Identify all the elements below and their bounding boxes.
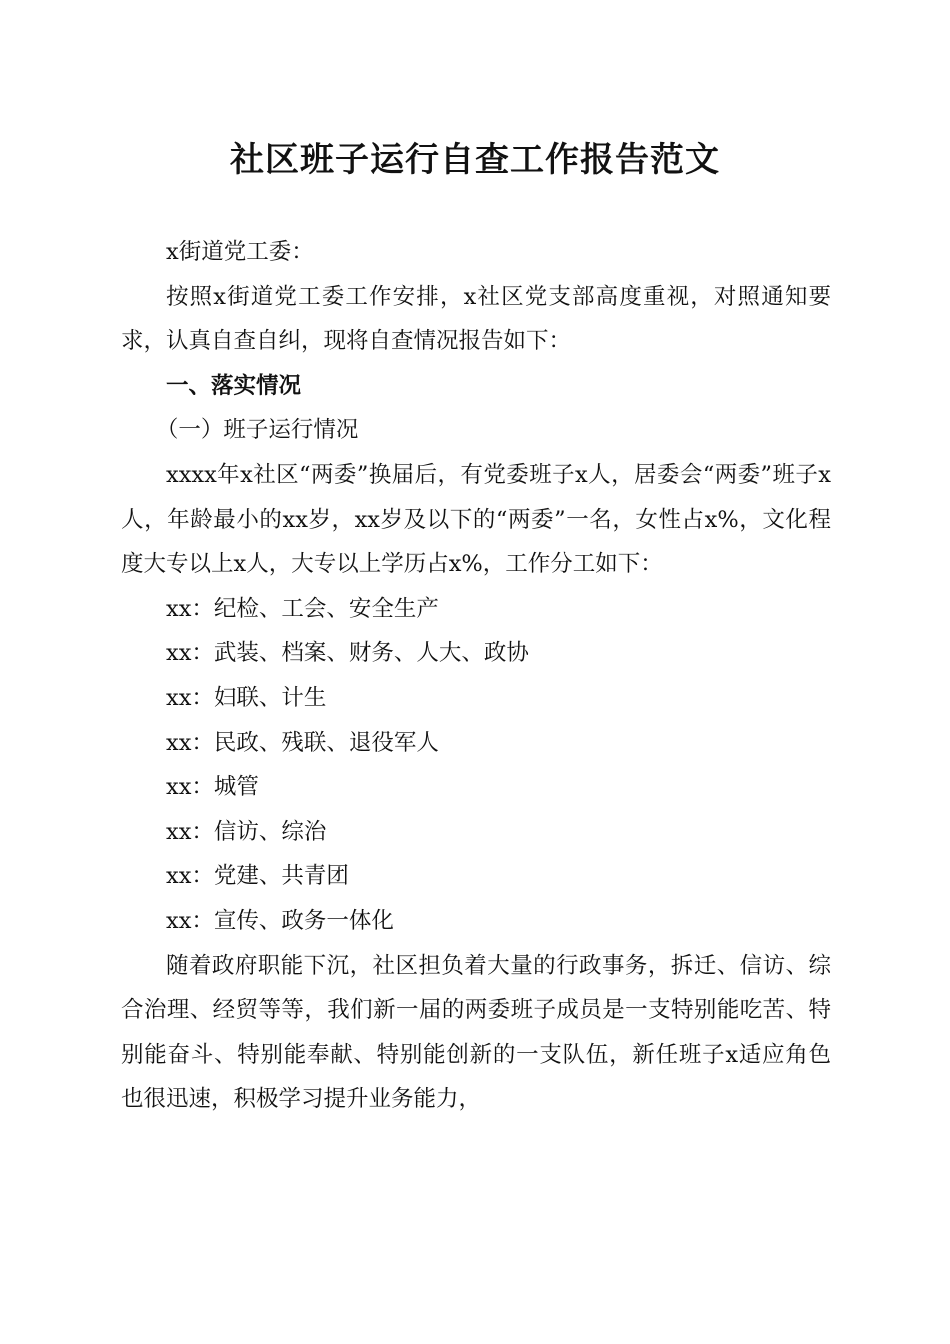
section-heading-implementation: 一、落实情况 [166, 372, 302, 399]
assignment-item: xx：宣传、政务一体化 [166, 907, 394, 934]
assignment-item: xx：妇联、计生 [166, 684, 327, 711]
subsection-heading-team-operation [121, 408, 831, 453]
salutation: x街道党工委： [166, 239, 314, 265]
assignment-item: xx：信访、综治 [166, 818, 327, 845]
team-work-paragraph: 随着政府职能下沉，社区担负着大量的行政事务，拆迁、信访、综合治理、经贸等等，我们新一届的两委班子成员是一支特别能吃苦、特别能奋斗、特别能奉献、特别能创新的一支队伍，新任班子x适应角色也很迅速，积极学习提升业务能力， [121, 952, 831, 1113]
team-overview-paragraph: xxxx年x社区“两委”换届后，有党委班子x人，居委会“两委”班子x人，年龄最小的xx岁，xx岁及以下的“两委”一名，女性占x%，文化程度大专以上x人，大专以上学历占x%，工作分工如下： [121, 461, 831, 578]
assignment-item: xx：武装、档案、财务、人大、政协 [166, 640, 529, 667]
assignment-item: xx：党建、共青团 [166, 863, 349, 890]
intro-paragraph: 按照x街道党工委工作安排，x社区党支部高度重视，对照通知要求，认真自查自纠，现将自查情况报告如下： [121, 283, 831, 355]
assignment-item: xx：城管 [166, 774, 259, 801]
document-title: 社区班子运行自查工作报告范文 [230, 140, 720, 180]
document-body [121, 230, 831, 1122]
subsection-heading-text: （一）班子运行情况 [155, 417, 359, 444]
assignment-item: xx：纪检、工会、安全生产 [166, 595, 439, 622]
assignment-item: xx：民政、残联、退役军人 [166, 729, 439, 756]
